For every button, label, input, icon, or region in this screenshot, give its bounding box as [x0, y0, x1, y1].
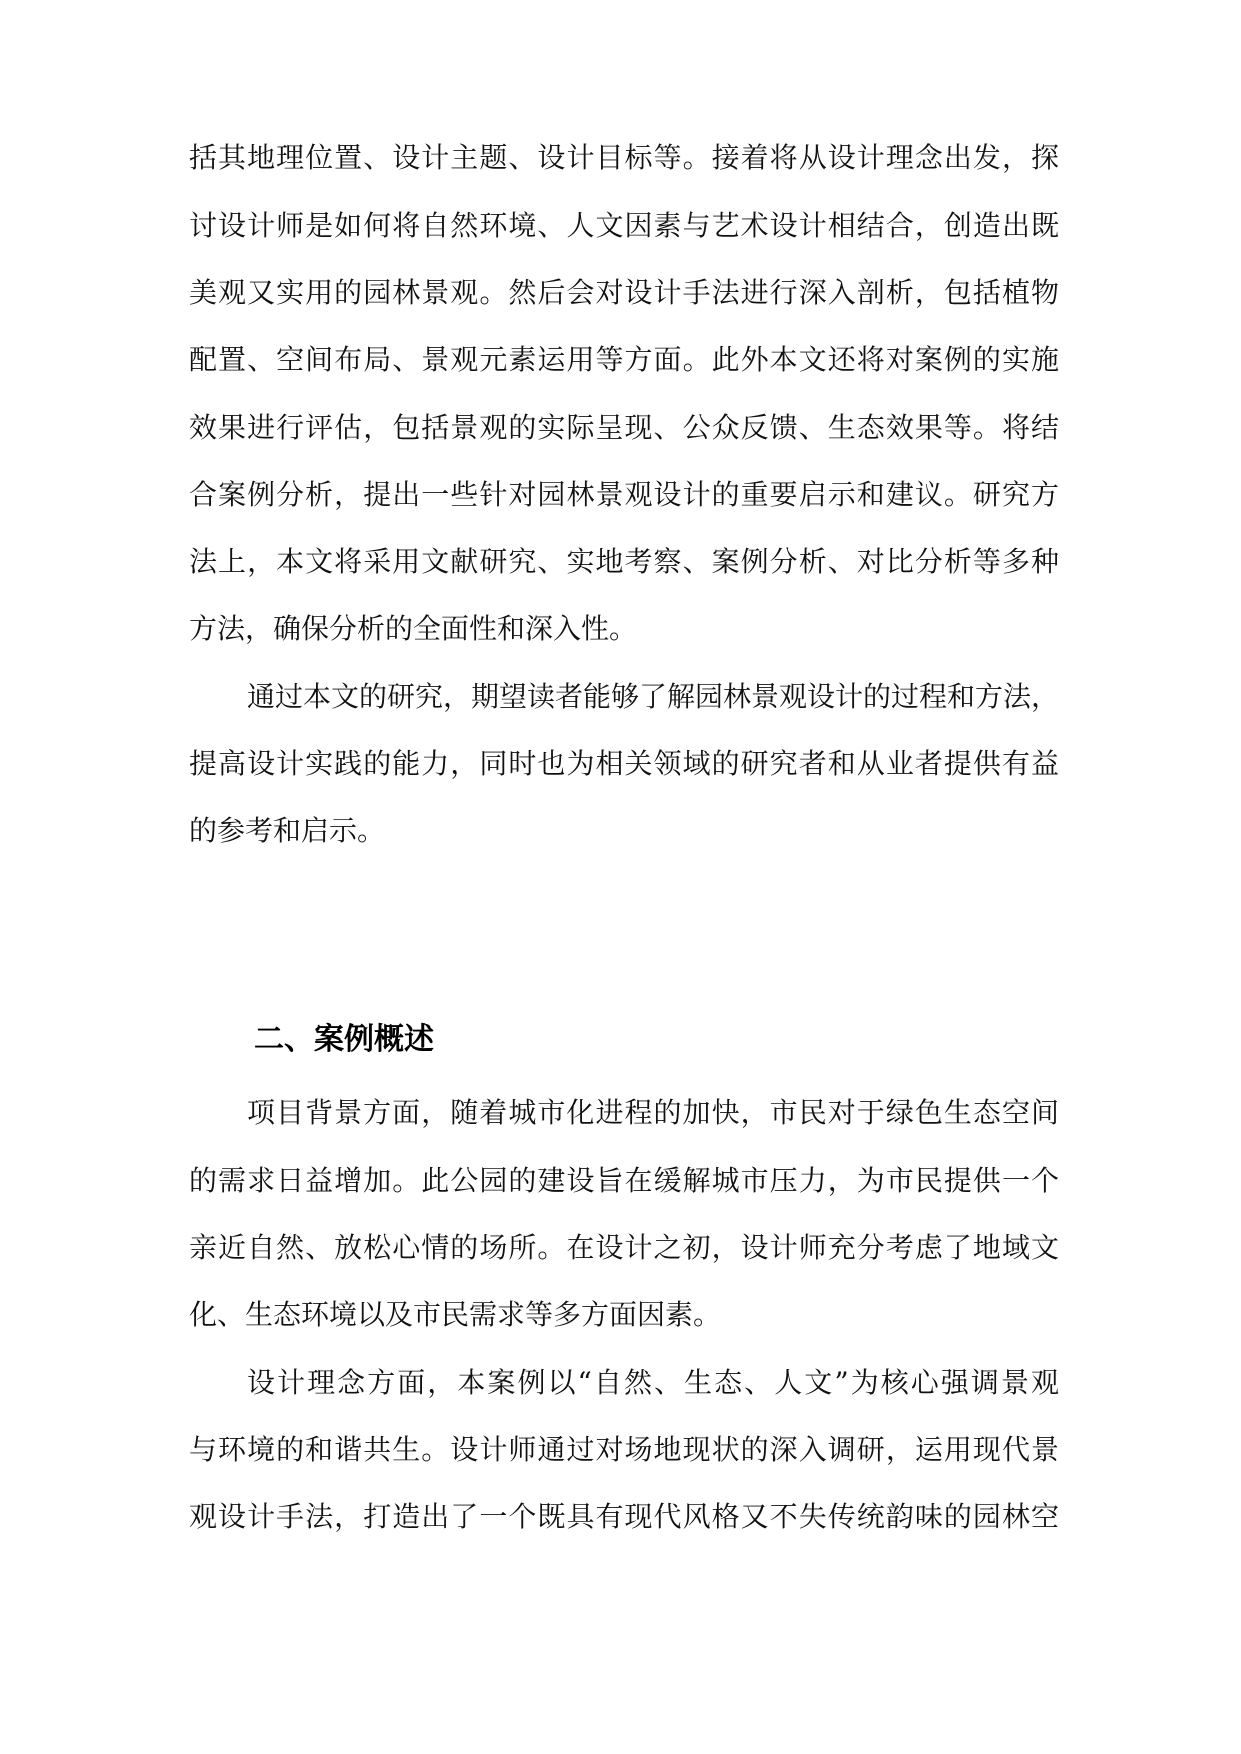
body-text-line: 通过本文的研究，期望读者能够了解园林景观设计的过程和方法，	[247, 680, 1060, 713]
section-heading: 二、案例概述	[254, 1022, 434, 1057]
body-text-line: 合案例分析，提出一些针对园林景观设计的重要启示和建议。研究方	[189, 478, 1059, 511]
body-text-line: 美观又实用的园林景观。然后会对设计手法进行深入剖析，包括植物	[189, 276, 1059, 309]
body-text-line: 观设计手法，打造出了一个既具有现代风格又不失传统韵味的园林空	[189, 1500, 1059, 1533]
body-text-line: 效果进行评估，包括景观的实际呈现、公众反馈、生态效果等。将结	[189, 411, 1059, 444]
body-text-line: 项目背景方面，随着城市化进程的加快，市民对于绿色生态空间	[247, 1096, 1059, 1129]
body-text-line: 方法，确保分析的全面性和深入性。	[189, 612, 638, 645]
body-text-line: 化、生态环境以及市民需求等多方面因素。	[189, 1298, 722, 1331]
body-text-line: 的需求日益增加。此公园的建设旨在缓解城市压力，为市民提供一个	[189, 1164, 1059, 1197]
body-text-line: 与环境的和谐共生。设计师通过对场地现状的深入调研，运用现代景	[189, 1433, 1059, 1466]
body-text-line: 括其地理位置、设计主题、设计目标等。接着将从设计理念出发，探	[189, 141, 1059, 174]
body-text-line: 设计理念方面，本案例以“自然、生态、人文”为核心强调景观	[247, 1366, 1059, 1399]
body-text-line: 讨设计师是如何将自然环境、人文因素与艺术设计相结合，创造出既	[189, 209, 1059, 242]
body-text-line: 法上，本文将采用文献研究、实地考察、案例分析、对比分析等多种	[189, 545, 1059, 578]
body-text-line: 亲近自然、放松心情的场所。在设计之初，设计师充分考虑了地域文	[189, 1231, 1059, 1264]
body-text-line: 的参考和启示。	[189, 814, 386, 847]
body-text-line: 配置、空间布局、景观元素运用等方面。此外本文还将对案例的实施	[189, 343, 1059, 376]
body-text-line: 提高设计实践的能力，同时也为相关领域的研究者和从业者提供有益	[189, 747, 1059, 780]
